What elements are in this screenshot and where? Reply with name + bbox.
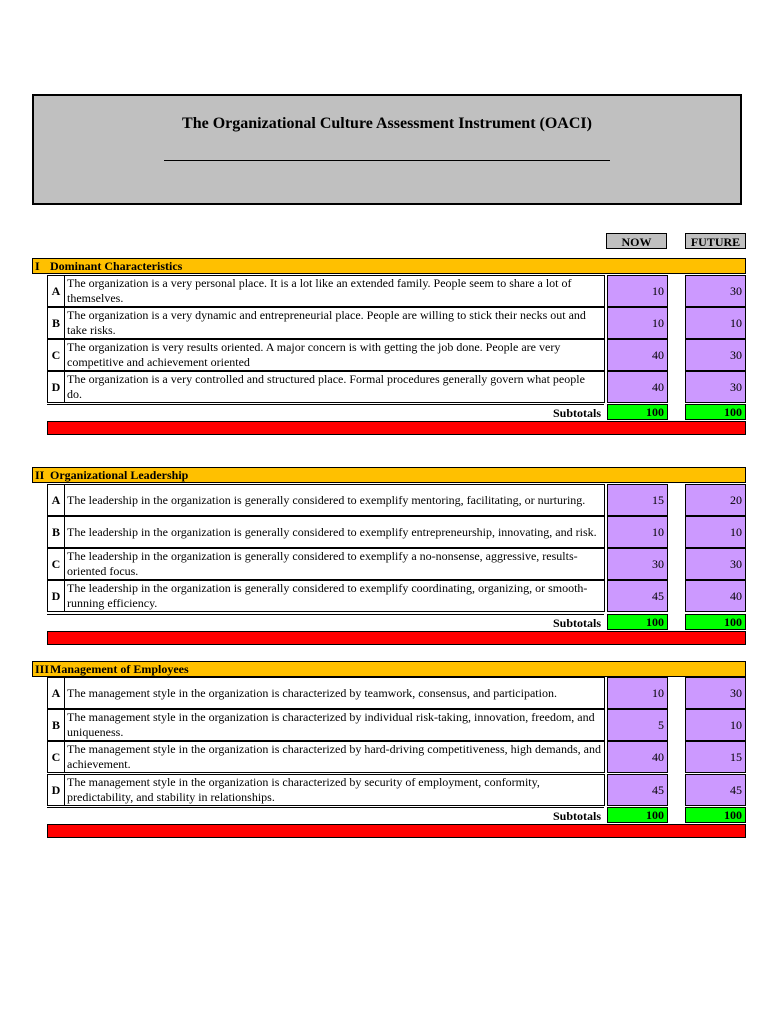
row-letter: B	[47, 307, 65, 339]
row-letter: B	[47, 516, 65, 548]
row-description: The organization is very results oriented. A major concern is with getting the job done. People are very competitive and achievement oriented	[65, 339, 605, 371]
row-description: The management style in the organization is characterized by hard-driving competitiveness, high demands, and achievement.	[65, 741, 605, 773]
row-letter: A	[47, 677, 65, 709]
now-score-input[interactable]: 10	[607, 275, 668, 307]
validation-bar	[47, 421, 746, 435]
now-score-input[interactable]: 45	[607, 774, 668, 806]
subtotal-future: 100	[685, 807, 746, 823]
future-score-input[interactable]: 10	[685, 307, 746, 339]
section-number: I	[35, 259, 40, 273]
subtotal-future: 100	[685, 614, 746, 630]
row-letter: D	[47, 580, 65, 612]
subtotal-future: 100	[685, 404, 746, 420]
future-score-input[interactable]: 10	[685, 709, 746, 741]
future-score-input[interactable]: 15	[685, 741, 746, 773]
column-header-future: FUTURE	[685, 233, 746, 249]
row-description: The leadership in the organization is generally considered to exemplify coordinating, organizing, or smooth-running efficiency.	[65, 580, 605, 612]
row-letter: A	[47, 484, 65, 516]
future-score-input[interactable]: 40	[685, 580, 746, 612]
row-description: The organization is a very personal place. It is a lot like an extended family. People seem to share a lot of themselves.	[65, 275, 605, 307]
section-title: Dominant Characteristics	[50, 259, 183, 273]
subtotal-now: 100	[607, 614, 668, 630]
future-score-input[interactable]: 30	[685, 371, 746, 403]
row-letter: C	[47, 339, 65, 371]
row-description: The leadership in the organization is generally considered to exemplify entrepreneurship, innovating, and risk.	[65, 516, 605, 548]
future-score-input[interactable]: 30	[685, 677, 746, 709]
now-score-input[interactable]: 5	[607, 709, 668, 741]
now-score-input[interactable]: 40	[607, 741, 668, 773]
row-description: The leadership in the organization is generally considered to exemplify a no-nonsense, aggressive, results-oriented focus.	[65, 548, 605, 580]
row-description: The organization is a very dynamic and entrepreneurial place. People are willing to stick their necks out and take risks.	[65, 307, 605, 339]
future-score-input[interactable]: 30	[685, 339, 746, 371]
now-score-input[interactable]: 10	[607, 677, 668, 709]
row-description: The management style in the organization is characterized by security of employment, conformity, predictability, and stability in relationships.	[65, 774, 605, 806]
section-title: Management of Employees	[50, 662, 189, 676]
future-score-input[interactable]: 45	[685, 774, 746, 806]
now-score-input[interactable]: 45	[607, 580, 668, 612]
now-score-input[interactable]: 40	[607, 339, 668, 371]
row-letter: A	[47, 275, 65, 307]
future-score-input[interactable]: 30	[685, 275, 746, 307]
row-description: The management style in the organization is characterized by teamwork, consensus, and participation.	[65, 677, 605, 709]
section-header-1	[32, 258, 746, 274]
page-title: The Organizational Culture Assessment Instrument (OACI)	[182, 115, 592, 132]
subtotal-label: Subtotals	[47, 807, 604, 823]
future-score-input[interactable]: 20	[685, 484, 746, 516]
row-description: The leadership in the organization is generally considered to exemplify mentoring, facilitating, or nurturing.	[65, 484, 605, 516]
section-number: II	[35, 468, 45, 482]
row-letter: C	[47, 548, 65, 580]
subtotal-now: 100	[607, 404, 668, 420]
column-header-now: NOW	[606, 233, 667, 249]
section-header-2	[32, 467, 746, 483]
subtotal-label: Subtotals	[47, 614, 604, 630]
row-description: The management style in the organization is characterized by individual risk-taking, innovation, freedom, and uniqueness.	[65, 709, 605, 741]
title-box	[32, 94, 742, 205]
future-score-input[interactable]: 30	[685, 548, 746, 580]
section-header-3	[32, 661, 746, 677]
future-score-input[interactable]: 10	[685, 516, 746, 548]
section-title: Organizational Leadership	[50, 468, 189, 482]
title-underline	[164, 160, 610, 161]
subtotal-label: Subtotals	[47, 404, 604, 420]
row-letter: C	[47, 741, 65, 773]
now-score-input[interactable]: 10	[607, 307, 668, 339]
now-score-input[interactable]: 10	[607, 516, 668, 548]
row-letter: D	[47, 371, 65, 403]
row-letter: B	[47, 709, 65, 741]
validation-bar	[47, 631, 746, 645]
now-score-input[interactable]: 40	[607, 371, 668, 403]
row-description: The organization is a very controlled and structured place. Formal procedures generally govern what people do.	[65, 371, 605, 403]
validation-bar	[47, 824, 746, 838]
now-score-input[interactable]: 30	[607, 548, 668, 580]
row-letter: D	[47, 774, 65, 806]
section-number: III	[35, 662, 50, 676]
subtotal-now: 100	[607, 807, 668, 823]
now-score-input[interactable]: 15	[607, 484, 668, 516]
